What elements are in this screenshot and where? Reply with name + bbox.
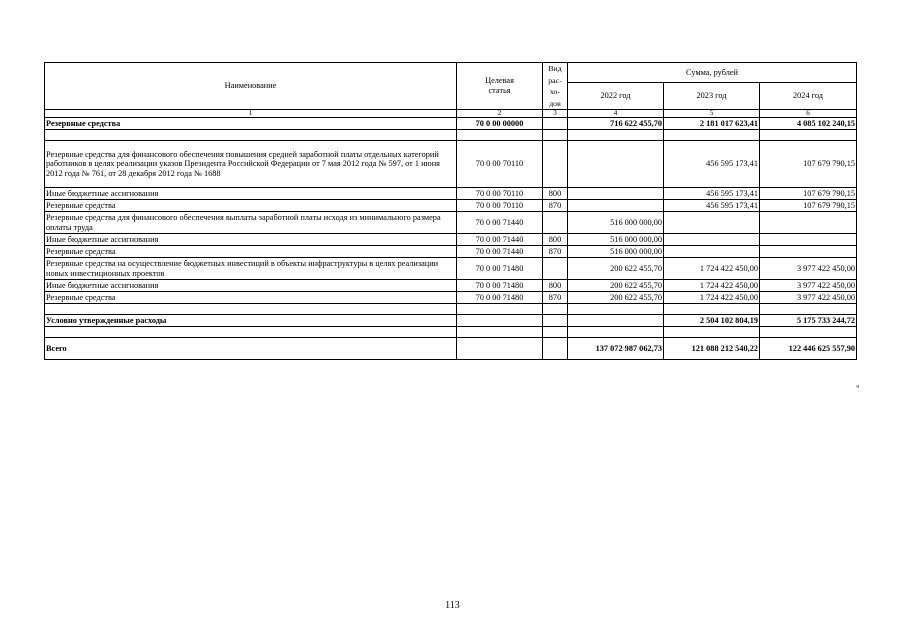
table-row	[45, 258, 857, 280]
header-target: Целевая статья	[457, 63, 543, 110]
header-sum: Сумма, рублей	[568, 63, 857, 83]
row-2023: 2 504 102 804,19	[664, 315, 760, 327]
row-name: Резервные средства для финансового обеспечения повышения средней заработной платы отдельных категорий работников в целях реализации указов Президента Российской Федерации от 7 мая 2012 года № 597, от 1 июня 2012 года № 761, от 28 декабря 2012 года № 1688	[45, 141, 457, 188]
row-2023: 121 088 212 540,22	[664, 338, 760, 360]
row-2024: 107 679 790,15	[760, 200, 857, 212]
row-type	[543, 212, 568, 234]
row-2023	[664, 212, 760, 234]
row-type: 870	[543, 292, 568, 304]
row-2023: 456 595 173,41	[664, 188, 760, 200]
row-2024: 107 679 790,15	[760, 141, 857, 188]
row-target: 70 0 00 71440	[457, 246, 543, 258]
row-target: 70 0 00 71440	[457, 212, 543, 234]
table-row	[45, 118, 857, 130]
blank-row	[45, 130, 857, 141]
column-number: 6	[760, 110, 857, 118]
row-2022: 200 622 455,70	[568, 258, 664, 280]
row-2024: 3 977 422 450,00	[760, 258, 857, 280]
row-target: 70 0 00 71440	[457, 234, 543, 246]
table-row	[45, 315, 857, 327]
row-2024: 122 446 625 557,90	[760, 338, 857, 360]
row-name: Резервные средства	[45, 292, 457, 304]
row-name: Всего	[45, 338, 457, 360]
row-name: Резервные средства для финансового обеспечения выплаты заработной платы исходя из минимального размера оплаты труда	[45, 212, 457, 234]
row-type	[543, 258, 568, 280]
header-year-2022: 2022 год	[568, 83, 664, 110]
row-2023: 2 181 017 623,41	[664, 118, 760, 130]
row-2024: 3 977 422 450,00	[760, 292, 857, 304]
row-type: 870	[543, 200, 568, 212]
row-type	[543, 338, 568, 360]
row-2024	[760, 246, 857, 258]
row-target: 70 0 00 70110	[457, 188, 543, 200]
row-2022	[568, 141, 664, 188]
row-2022: 200 622 455,70	[568, 280, 664, 292]
row-2022	[568, 200, 664, 212]
row-2023: 1 724 422 450,00	[664, 292, 760, 304]
row-type: 800	[543, 188, 568, 200]
header-name: Наименование	[45, 63, 457, 110]
budget-table	[44, 62, 857, 360]
row-name: Иные бюджетные ассигнования	[45, 234, 457, 246]
row-2024: 107 679 790,15	[760, 188, 857, 200]
row-2023: 1 724 422 450,00	[664, 280, 760, 292]
column-number: 1	[45, 110, 457, 118]
row-type	[543, 141, 568, 188]
row-2022: 137 072 987 062,73	[568, 338, 664, 360]
row-name: Иные бюджетные ассигнования	[45, 188, 457, 200]
row-target: 70 0 00 70110	[457, 200, 543, 212]
row-name: Резервные средства	[45, 246, 457, 258]
table-row	[45, 246, 857, 258]
row-2022	[568, 188, 664, 200]
row-2023: 456 595 173,41	[664, 200, 760, 212]
row-2024	[760, 212, 857, 234]
header-year-2023: 2023 год	[664, 83, 760, 110]
column-number: 4	[568, 110, 664, 118]
row-2024	[760, 234, 857, 246]
header-year-2024: 2024 год	[760, 83, 857, 110]
row-target	[457, 338, 543, 360]
row-type: 800	[543, 234, 568, 246]
row-name: Резервные средства на осуществление бюджетных инвестиций в объекты инфраструктуры в целях реализации новых инвестиционных проектов	[45, 258, 457, 280]
row-target: 70 0 00 71480	[457, 258, 543, 280]
row-2024: 3 977 422 450,00	[760, 280, 857, 292]
row-2023: 1 724 422 450,00	[664, 258, 760, 280]
header-expense-type	[543, 63, 568, 110]
row-2022: 516 000 000,00	[568, 212, 664, 234]
table-row	[45, 141, 857, 188]
row-2024: 4 085 102 240,15	[760, 118, 857, 130]
page-number: 113	[445, 600, 460, 611]
table-row	[45, 212, 857, 234]
column-number: 2	[457, 110, 543, 118]
row-target	[457, 315, 543, 327]
header-type-line: рас-	[548, 75, 562, 85]
row-2022: 516 000 000,00	[568, 246, 664, 258]
table-row	[45, 234, 857, 246]
row-name: Иные бюджетные ассигнования	[45, 280, 457, 292]
column-number: 3	[543, 110, 568, 118]
column-number-row	[45, 110, 857, 118]
row-target: 70 0 00 71480	[457, 292, 543, 304]
row-type: 800	[543, 280, 568, 292]
row-2022: 516 000 000,00	[568, 234, 664, 246]
row-type	[543, 315, 568, 327]
row-2022: 200 622 455,70	[568, 292, 664, 304]
table-row	[45, 188, 857, 200]
row-target: 70 0 00 00000	[457, 118, 543, 130]
row-2024: 5 175 733 244,72	[760, 315, 857, 327]
row-target: 70 0 00 70110	[457, 141, 543, 188]
row-2022	[568, 315, 664, 327]
row-target: 70 0 00 71480	[457, 280, 543, 292]
closing-quote: "	[856, 384, 860, 394]
table-row	[45, 200, 857, 212]
row-type: 870	[543, 246, 568, 258]
table-row	[45, 292, 857, 304]
header-type-line: дов	[549, 98, 561, 108]
row-name: Резервные средства	[45, 200, 457, 212]
row-2023	[664, 246, 760, 258]
row-type	[543, 118, 568, 130]
row-2022: 716 622 455,70	[568, 118, 664, 130]
row-name: Условно утвержденные расходы	[45, 315, 457, 327]
blank-row	[45, 327, 857, 338]
row-name: Резервные средства	[45, 118, 457, 130]
column-number: 5	[664, 110, 760, 118]
row-2023	[664, 234, 760, 246]
header-type-line: Вид	[548, 64, 562, 73]
table-row	[45, 338, 857, 360]
header-type-line: хо-	[549, 87, 561, 96]
table-row	[45, 280, 857, 292]
row-2023: 456 595 173,41	[664, 141, 760, 188]
blank-row	[45, 304, 857, 315]
